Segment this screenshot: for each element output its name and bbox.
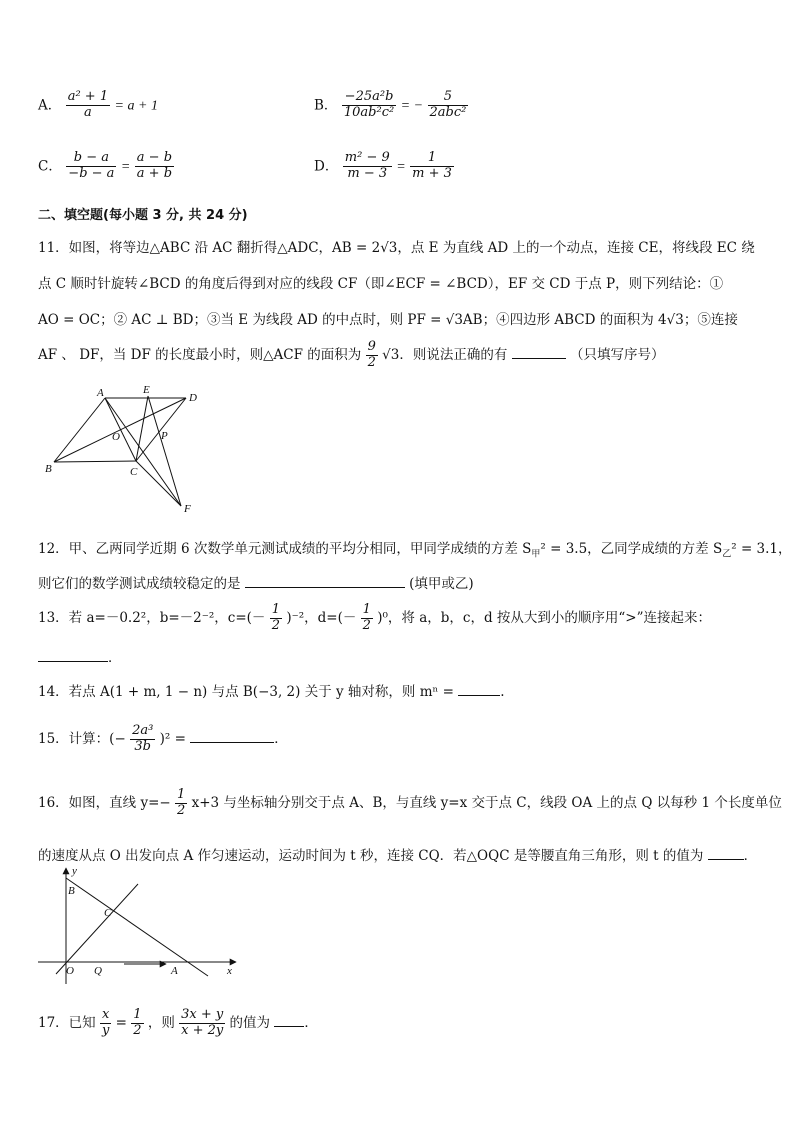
q17-fraction-xy (100, 1008, 111, 1039)
option-d-fraction-1 (343, 151, 392, 182)
q16-line1 (38, 788, 782, 819)
option-a (38, 90, 158, 121)
option-d (314, 151, 454, 182)
q16-answer-blank[interactable] (708, 847, 744, 860)
q16-fraction (175, 788, 187, 819)
q16-text-c: 的速度从点 O 出发向点 A 作匀速运动，运动时间为 t 秒，连接 CQ．若△OQC 是等腰直角三角形，则 t 的值为 (38, 848, 704, 864)
line-af (105, 398, 181, 506)
line-ab (54, 398, 105, 462)
q17-end: ． (304, 1014, 318, 1031)
q17-text-a: 17．已知 (38, 1014, 96, 1031)
q12-answer-blank[interactable] (245, 575, 405, 588)
option-c-num2: a − b (136, 150, 173, 165)
q15-num: 2a³ (132, 723, 154, 738)
q14-text: 14．若点 A(1 + m, 1 − n) 与点 B(−3, 2) 关于 y 轴对称，则 mⁿ = (38, 684, 454, 700)
q13-answer-blank[interactable] (38, 649, 108, 662)
option-d-num2: 1 (410, 151, 454, 167)
q11-line1: 11．如图，将等边△ABC 沿 AC 翻折得△ADC，AB = 2√3，点 E 为直线 AD 上的一个动点，连接 CE，将线段 EC 绕 (38, 240, 755, 256)
q11-line4-text-c: （只填写序号） (569, 346, 665, 363)
option-d-den: m − 3 (347, 165, 388, 181)
q15-text-a: 15．计算：(− (38, 730, 126, 747)
q13-d-den: 2 (362, 617, 371, 633)
q11-figure (40, 382, 210, 518)
label-a: A (171, 965, 178, 977)
q15-answer-blank[interactable] (190, 730, 274, 743)
q11-frac-num: 9 (367, 339, 376, 354)
q15-fraction (130, 724, 155, 755)
label-c: C (104, 907, 112, 919)
q17-n1: x (100, 1008, 111, 1024)
q14-line (38, 680, 505, 700)
section-title: 二、填空题(每小题 3 分, 共 24 分) (38, 208, 248, 223)
q11-frac-den: 2 (367, 354, 376, 370)
q11-answer-blank[interactable] (512, 346, 566, 359)
q17-eq: = (115, 1014, 127, 1031)
q13-line1 (38, 603, 711, 634)
q14-answer-blank[interactable] (458, 683, 500, 696)
label-x: x (227, 965, 232, 977)
option-d-fraction-2 (410, 151, 454, 182)
option-a-num: a² + 1 (67, 89, 109, 104)
option-d-num: m² − 9 (344, 150, 390, 165)
q11-line4 (38, 340, 664, 371)
q11-line3: AO = OC；② AC ⊥ BD；③当 E 为线段 AD 的中点时，则 PF = √3AB；④四边形 ABCD 的面积为 4√3；⑤连接 (38, 312, 738, 328)
line-bc (54, 461, 136, 462)
q17-d2: 2 (133, 1022, 142, 1038)
q17-n2: 1 (133, 1007, 142, 1022)
option-d-eq: = (396, 159, 406, 175)
option-a-rhs: = a + 1 (114, 98, 158, 114)
label-f: F (184, 503, 191, 515)
label-q: Q (94, 965, 102, 977)
option-b-num2: 5 (428, 90, 469, 106)
q11-line4-text: AF 、 DF，当 DF 的长度最小时，则△ACF 的面积为 (38, 346, 362, 363)
q16-line2 (38, 844, 757, 864)
q12-text-e: (填甲或乙) (409, 576, 474, 592)
q13-text-a: 13．若 a=－0.2²，b=－2⁻²，c=(－ (38, 609, 266, 626)
q17-d3: x + 2y (181, 1022, 224, 1038)
q16-figure (36, 864, 240, 986)
q13-c-den: 2 (271, 617, 281, 633)
q13-text-c: )⁰，将 a，b，c，d 按从大到小的顺序用“>”连接起来： (377, 609, 711, 626)
q16-end: ． (743, 848, 758, 864)
q16-num: 1 (177, 787, 186, 802)
q17-n3: 3x + y (181, 1007, 224, 1022)
option-b-fraction-2 (428, 90, 469, 121)
option-b-num: −25a²b (342, 90, 396, 106)
q14-end: . (500, 684, 505, 700)
q17-answer-blank[interactable] (274, 1014, 304, 1027)
line-ab (66, 878, 208, 976)
q11-line4-text-b: √3．则说法正确的有 (382, 346, 508, 363)
q16-text-b: x+3 与坐标轴分别交于点 A、B，与直线 y=x 交于点 C，线段 OA 上的点 Q 以每秒 1 个长度单位 (191, 794, 782, 811)
option-c-fraction-1 (66, 151, 116, 182)
q12-text-a: 12．甲、乙两同学近期 6 次数学单元测试成绩的平均分相同，甲同学成绩的方差 S (38, 541, 532, 557)
q12-sub-jia: 甲 (531, 549, 541, 560)
q17-text-c: 的值为 (229, 1014, 271, 1031)
q17-text-b: ，则 (147, 1014, 175, 1031)
option-c (38, 151, 174, 182)
option-b-den2: 2abc² (429, 104, 467, 120)
q17-d1: y (101, 1022, 110, 1038)
option-d-label: D． (314, 158, 339, 175)
q13-fraction-c (270, 603, 282, 634)
option-c-den2: a + b (136, 165, 173, 181)
label-a: A (97, 387, 104, 399)
option-b-label: B． (314, 97, 338, 114)
q17-line (38, 1008, 318, 1039)
line-y-eq-x (56, 884, 138, 974)
label-o: O (66, 965, 74, 977)
q17-fraction-half (131, 1008, 143, 1039)
option-c-eq: = (120, 159, 131, 175)
q11-line2: 点 C 顺时针旋转∠BCD 的角度后得到对应的线段 CF（即∠ECF = ∠BCD），EF 交 CD 于点 P，则下列结论：① (38, 276, 724, 292)
label-b: B (68, 885, 75, 897)
option-c-den: −b − a (68, 165, 115, 181)
q13-d-num: 1 (362, 602, 371, 617)
option-b-den: 10ab²c² (343, 104, 395, 120)
option-c-num: b − a (66, 151, 116, 167)
q16-den: 2 (177, 802, 186, 818)
q12-text-d: 则它们的数学测试成绩较稳定的是 (38, 576, 241, 592)
q13-end: ． (108, 650, 122, 666)
q12-sub-yi: 乙 (722, 549, 732, 560)
q12-line1 (38, 537, 792, 560)
option-a-den: a (84, 104, 92, 120)
option-a-label: A． (38, 97, 62, 114)
option-c-label: C． (38, 158, 62, 175)
q13-line2 (38, 646, 122, 666)
q13-text-b: )⁻²，d=(－ (286, 609, 357, 626)
label-o: O (112, 431, 120, 443)
label-c: C (130, 466, 138, 478)
q11-fraction (366, 340, 378, 371)
q17-fraction-expr (179, 1008, 225, 1039)
q15-line (38, 724, 288, 755)
label-e: E (143, 384, 150, 396)
q16-text-a: 16．如图，直线 y=− (38, 794, 171, 811)
q15-end: ． (274, 730, 288, 747)
option-b-fraction-1 (342, 90, 396, 121)
label-d: D (189, 392, 197, 404)
q13-fraction-d (361, 603, 373, 634)
option-d-den2: m + 3 (412, 165, 452, 181)
q12-text-b: ² = 3.5，乙同学成绩的方差 S (540, 541, 723, 557)
q12-text-c: ² = 3.1， (731, 541, 792, 557)
option-b (314, 90, 468, 121)
q13-c-num: 1 (271, 602, 281, 617)
q12-line2 (38, 572, 474, 592)
q15-den: 3b (134, 738, 151, 754)
option-c-fraction-2 (135, 151, 174, 182)
label-y: y (72, 865, 77, 877)
label-p: P (161, 430, 168, 442)
label-b: B (45, 463, 52, 475)
option-a-fraction (66, 90, 110, 121)
q15-text-b: )² = (159, 730, 186, 747)
option-b-eq: = − (400, 98, 424, 114)
